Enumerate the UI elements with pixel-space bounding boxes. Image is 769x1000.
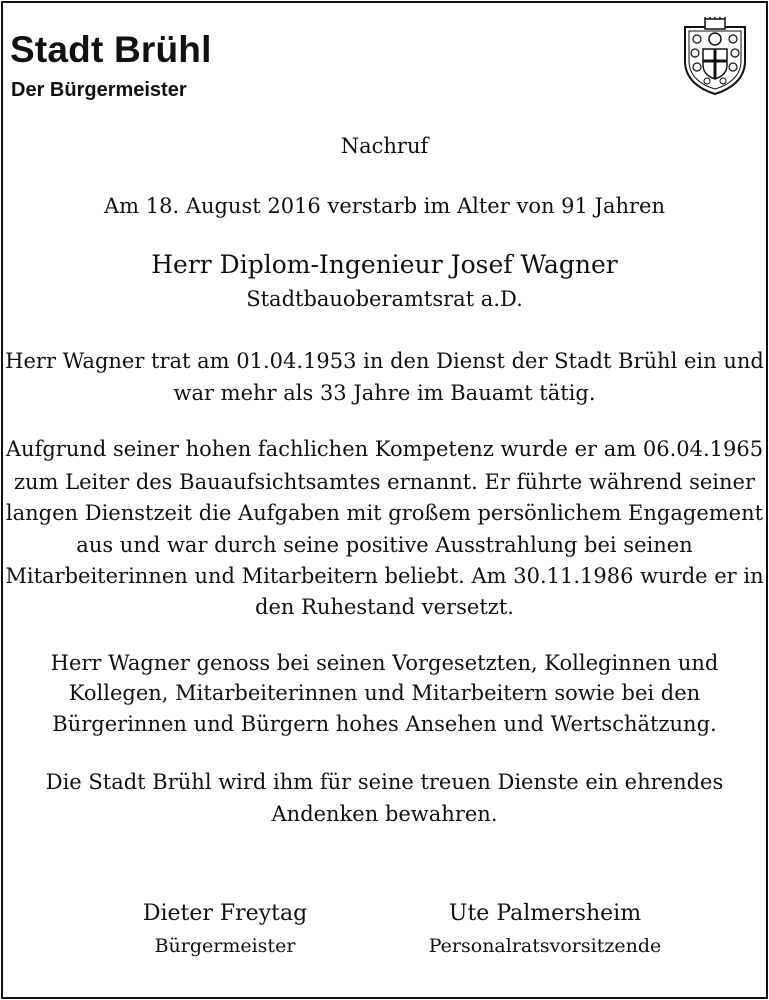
- deceased-name: Herr Diplom-Ingenieur Josef Wagner: [151, 250, 618, 279]
- paragraph-line: Herr Wagner trat am 01.04.1953 in den Dienst der Stadt Brühl ein und: [5, 349, 764, 373]
- paragraph-line: Kollegen, Mitarbeiterinnen und Mitarbeitern sowie bei den: [68, 681, 701, 705]
- paragraph-line: den Ruhestand versetzt.: [255, 595, 514, 619]
- paragraph-line: aus und war durch seine positive Ausstrahlung bei seinen: [76, 533, 693, 557]
- paragraph-line: Andenken bewahren.: [271, 802, 498, 826]
- office-subtitle: Der Bürgermeister: [11, 79, 187, 101]
- paragraph-line: Mitarbeiterinnen und Mitarbeitern beliebt. Am 30.11.1986 wurde er in: [5, 564, 764, 588]
- deceased-title: Stadtbauoberamtsrat a.D.: [246, 287, 523, 311]
- paragraph-line: Herr Wagner genoss bei seinen Vorgesetzten, Kolleginnen und: [50, 651, 719, 675]
- signatory-role: Personalratsvorsitzende: [428, 935, 662, 957]
- signatory-role: Bürgermeister: [154, 935, 296, 957]
- city-coat-of-arms-icon: [679, 17, 751, 95]
- paragraph-line: war mehr als 33 Jahre im Bauamt tätig.: [173, 381, 596, 405]
- notice-heading: Nachruf: [340, 134, 429, 158]
- signatory-name: Ute Palmersheim: [448, 901, 642, 926]
- city-title: Stadt Brühl: [10, 29, 212, 70]
- paragraph-line: Aufgrund seiner hohen fachlichen Kompetenz wurde er am 06.04.1965: [5, 437, 764, 461]
- paragraph-line: zum Leiter des Bauaufsichtsamtes ernannt. Er führte während seiner: [13, 470, 756, 494]
- signatory-name: Dieter Freytag: [142, 901, 308, 926]
- paragraph-line: Die Stadt Brühl wird ihm für seine treuen Dienste ein ehrendes: [45, 770, 724, 794]
- paragraph-line: Bürgerinnen und Bürgern hohes Ansehen und Wertschätzung.: [52, 712, 717, 736]
- notice-intro: Am 18. August 2016 verstarb im Alter von 91 Jahren: [103, 194, 666, 218]
- paragraph-line: langen Dienstzeit die Aufgaben mit großem persönlichem Engagement: [5, 501, 764, 525]
